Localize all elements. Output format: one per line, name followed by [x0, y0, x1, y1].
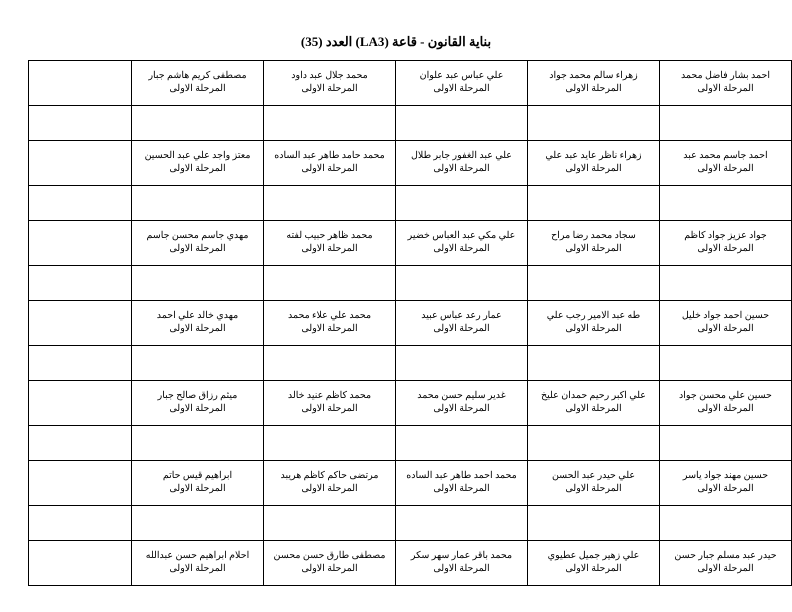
roster-table-body [29, 61, 792, 586]
table-cell-empty [660, 266, 792, 301]
student-name: ميثم رزاق صالح جبار [157, 391, 238, 402]
table-row-empty [29, 506, 792, 541]
student-stage: المرحلة الاولى [565, 564, 622, 574]
student-stage: المرحلة الاولى [433, 484, 490, 494]
table-cell-empty [29, 221, 132, 266]
table-cell-empty [396, 346, 528, 381]
table-row [29, 381, 792, 426]
student-name: زهراء سالم محمد جواد [549, 71, 638, 82]
student-name: محمد جلال عبد داود [291, 71, 368, 82]
student-stage: المرحلة الاولى [169, 164, 226, 174]
student-stage: المرحلة الاولى [697, 164, 754, 174]
student-stage: المرحلة الاولى [565, 84, 622, 94]
table-cell-empty [396, 106, 528, 141]
table-cell [396, 61, 528, 106]
student-stage: المرحلة الاولى [301, 564, 358, 574]
student-stage: المرحلة الاولى [169, 84, 226, 94]
table-cell-empty [264, 106, 396, 141]
student-stage: المرحلة الاولى [565, 164, 622, 174]
student-stage: المرحلة الاولى [301, 244, 358, 254]
table-cell [264, 381, 396, 426]
table-cell-empty [264, 426, 396, 461]
student-stage: المرحلة الاولى [433, 324, 490, 334]
table-cell-empty [132, 186, 264, 221]
student-stage: المرحلة الاولى [433, 164, 490, 174]
table-cell-empty [528, 346, 660, 381]
table-cell [528, 381, 660, 426]
student-name: سجاد محمد رضا مراح [551, 231, 636, 242]
student-name: محمد حامد طاهر عبد الساده [274, 151, 385, 162]
student-name: احلام ابراهيم حسن عبدالله [145, 551, 250, 562]
table-row [29, 461, 792, 506]
student-stage: المرحلة الاولى [697, 564, 754, 574]
student-stage: المرحلة الاولى [433, 84, 490, 94]
student-stage: المرحلة الاولى [697, 324, 754, 334]
table-cell-empty [29, 461, 132, 506]
roster-table [28, 60, 792, 586]
table-cell-empty [29, 186, 132, 221]
table-cell [264, 541, 396, 586]
table-cell-empty [29, 381, 132, 426]
table-cell-empty [660, 186, 792, 221]
student-name: مرتضى حاكم كاظم هريبد [280, 471, 379, 482]
student-name: محمد علي علاء محمد [287, 311, 372, 322]
table-cell-empty [528, 266, 660, 301]
student-stage: المرحلة الاولى [697, 484, 754, 494]
table-cell-empty [396, 426, 528, 461]
student-stage: المرحلة الاولى [301, 164, 358, 174]
student-name: جواد عزيز جواد كاظم [684, 231, 767, 242]
table-cell-empty [29, 426, 132, 461]
table-cell-empty [29, 541, 132, 586]
student-stage: المرحلة الاولى [301, 484, 358, 494]
table-cell-empty [29, 506, 132, 541]
student-stage: المرحلة الاولى [169, 244, 226, 254]
table-cell [528, 141, 660, 186]
student-name: محمد ظاهر حبيب لفته [286, 231, 373, 242]
table-cell [660, 301, 792, 346]
table-cell-empty [29, 266, 132, 301]
table-cell-empty [132, 106, 264, 141]
student-name: ابراهيم قيس حاتم [162, 471, 233, 482]
table-cell [264, 221, 396, 266]
student-stage: المرحلة الاولى [169, 564, 226, 574]
table-cell-empty [132, 346, 264, 381]
student-name: مهدي جاسم محسن جاسم [146, 231, 249, 242]
table-cell-empty [29, 61, 132, 106]
table-cell-empty [528, 186, 660, 221]
student-name: حسين احمد جواد خليل [681, 311, 770, 322]
student-name: علي عبد الغفور جابر طلال [411, 151, 512, 162]
table-row [29, 61, 792, 106]
student-stage: المرحلة الاولى [301, 84, 358, 94]
table-cell [660, 461, 792, 506]
table-cell-empty [264, 506, 396, 541]
student-stage: المرحلة الاولى [565, 324, 622, 334]
student-name: حسين مهند جواد ياسر [682, 471, 769, 482]
student-stage: المرحلة الاولى [697, 404, 754, 414]
student-name: حيدر عبد مسلم جبار حسن [674, 551, 777, 562]
student-stage: المرحلة الاولى [169, 324, 226, 334]
table-cell [132, 301, 264, 346]
table-cell-empty [132, 426, 264, 461]
table-cell [528, 221, 660, 266]
table-cell [660, 381, 792, 426]
table-cell [660, 61, 792, 106]
table-cell-empty [264, 266, 396, 301]
student-stage: المرحلة الاولى [565, 404, 622, 414]
table-cell-empty [660, 426, 792, 461]
table-row-empty [29, 346, 792, 381]
table-cell-empty [396, 186, 528, 221]
table-cell-empty [660, 346, 792, 381]
student-name: محمد احمد طاهر عبد الساده [406, 471, 517, 482]
student-name: علي زهير جميل عطيوي [547, 551, 640, 562]
table-cell [660, 541, 792, 586]
table-row [29, 301, 792, 346]
table-cell [132, 541, 264, 586]
student-stage: المرحلة الاولى [169, 404, 226, 414]
student-stage: المرحلة الاولى [301, 404, 358, 414]
table-cell [396, 221, 528, 266]
student-name: علي مكي عبد العباس خضير [407, 231, 516, 242]
student-stage: المرحلة الاولى [433, 564, 490, 574]
table-cell [528, 61, 660, 106]
table-cell-empty [264, 186, 396, 221]
table-cell [396, 301, 528, 346]
page-title: بناية القانون - قاعة (LA3) العدد (35) [300, 34, 492, 49]
table-cell-empty [29, 301, 132, 346]
student-name: محمد باقر عمار سهر سكر [410, 551, 513, 562]
table-row-empty [29, 106, 792, 141]
table-cell [132, 461, 264, 506]
student-name: علي حيدر عبد الحسن [551, 471, 636, 482]
student-name: معتز واجد علي عبد الحسين [144, 151, 251, 162]
table-cell [132, 221, 264, 266]
table-row [29, 221, 792, 266]
student-name: حسين علي محسن جواد [679, 391, 772, 402]
student-name: مصطفى كريم هاشم جبار [148, 71, 247, 82]
student-stage: المرحلة الاولى [301, 324, 358, 334]
table-cell [528, 461, 660, 506]
student-name: علي اكبر رحيم حمدان عليخ [541, 391, 646, 402]
table-cell-empty [396, 266, 528, 301]
table-cell [132, 141, 264, 186]
table-cell [660, 141, 792, 186]
table-row [29, 141, 792, 186]
table-cell [264, 301, 396, 346]
student-name: مصطفى طارق حسن محسن [273, 551, 386, 562]
table-cell-empty [29, 106, 132, 141]
table-cell [132, 381, 264, 426]
table-cell [264, 461, 396, 506]
table-cell [132, 61, 264, 106]
student-stage: المرحلة الاولى [565, 484, 622, 494]
student-name: علي عباس عبد علوان [419, 71, 504, 82]
table-cell [396, 461, 528, 506]
table-cell-empty [132, 266, 264, 301]
table-cell-empty [132, 506, 264, 541]
student-stage: المرحلة الاولى [697, 84, 754, 94]
table-cell [528, 541, 660, 586]
table-cell [264, 141, 396, 186]
student-stage: المرحلة الاولى [433, 244, 490, 254]
table-cell-empty [396, 506, 528, 541]
table-row [29, 541, 792, 586]
table-cell-empty [528, 426, 660, 461]
student-stage: المرحلة الاولى [697, 244, 754, 254]
student-stage: المرحلة الاولى [169, 484, 226, 494]
table-row-empty [29, 266, 792, 301]
student-stage: المرحلة الاولى [433, 404, 490, 414]
table-cell [264, 61, 396, 106]
student-name: طه عبد الامير رجب علي [546, 311, 641, 322]
student-name: مهدي خالد علي احمد [156, 311, 239, 322]
table-cell-empty [660, 506, 792, 541]
table-cell-empty [29, 141, 132, 186]
student-name: غدير سليم حسن محمد [417, 391, 506, 402]
table-cell-empty [264, 346, 396, 381]
student-name: زهراء ناظر عايد عبد علي [545, 151, 642, 162]
table-row-empty [29, 186, 792, 221]
student-name: محمد كاظم عنيد خالد [287, 391, 372, 402]
table-cell [396, 141, 528, 186]
table-cell [660, 221, 792, 266]
table-cell-empty [528, 106, 660, 141]
table-cell-empty [660, 106, 792, 141]
table-cell [396, 541, 528, 586]
table-cell-empty [29, 346, 132, 381]
student-name: عمار رعد عباس عبيد [421, 311, 502, 322]
student-name: احمد بشار فاضل محمد [680, 71, 771, 82]
table-cell-empty [528, 506, 660, 541]
student-name: احمد جاسم محمد عبد [683, 151, 768, 162]
table-cell [528, 301, 660, 346]
table-row-empty [29, 426, 792, 461]
table-cell [396, 381, 528, 426]
student-stage: المرحلة الاولى [565, 244, 622, 254]
